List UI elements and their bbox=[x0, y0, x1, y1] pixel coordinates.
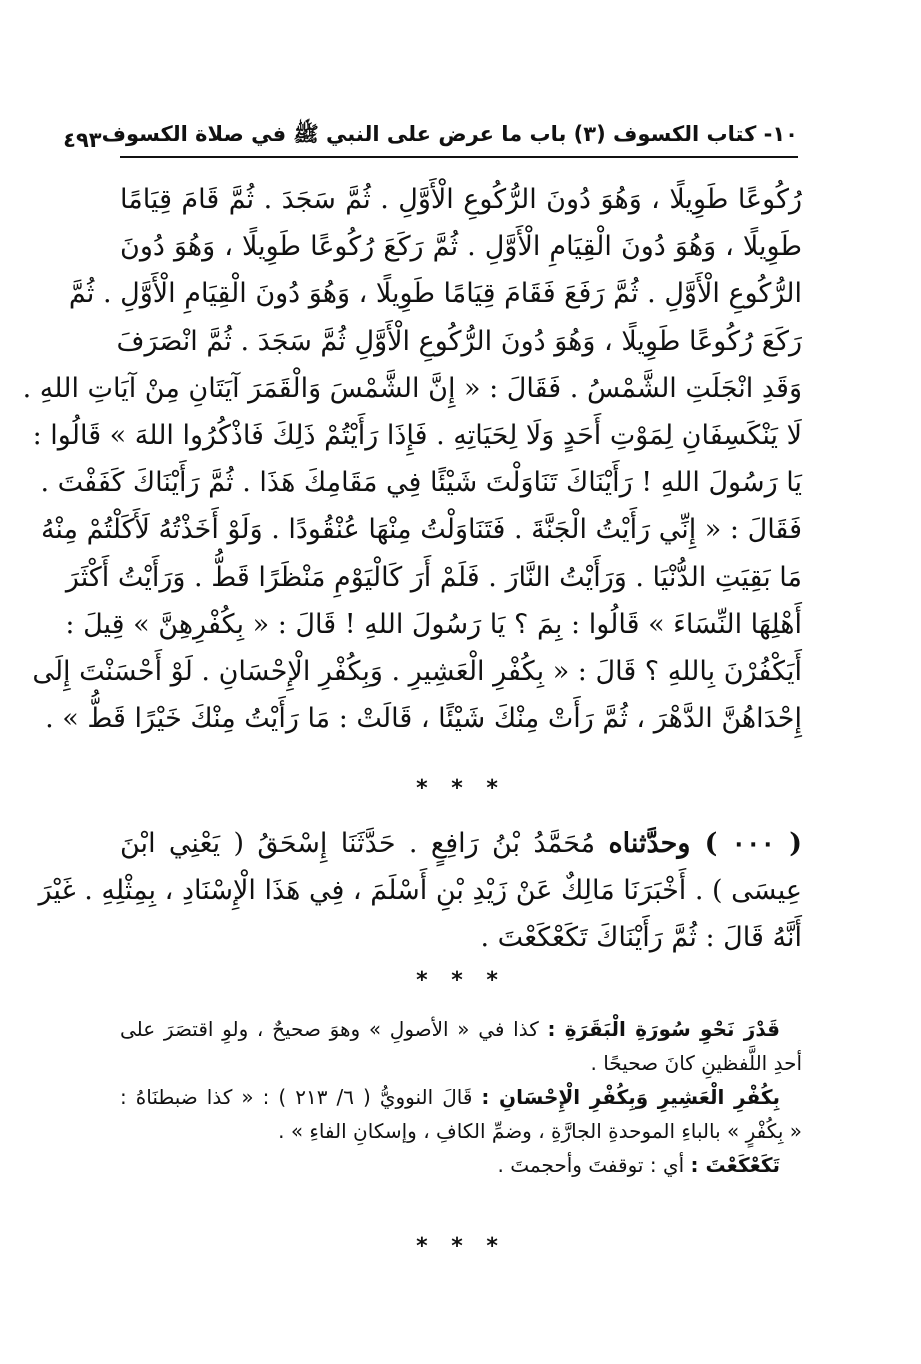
section-separator: * * * bbox=[416, 776, 506, 801]
text-line: يَا رَسُولَ اللهِ ! رَأَيْنَاكَ تَنَاوَلْتَ شَيْئًا فِي مَقَامِكَ هَذَا . ثُمَّ رَأَيْنَاكَ كَفَفْتَ . bbox=[40, 467, 802, 499]
hadith-block bbox=[38, 820, 802, 961]
page-header bbox=[63, 112, 798, 158]
section-separator: * * * bbox=[416, 968, 506, 993]
hadith-first-line bbox=[120, 820, 802, 867]
footnote-line bbox=[120, 1012, 802, 1046]
footnote-text: قَالَ النوويُّ ( ٦/ ٢١٣ ) : « كذا ضبطنَاهُ : bbox=[120, 1085, 482, 1109]
text-line: عِيسَى ) . أَخْبَرَنَا مَالِكٌ عَنْ زَيْدِ بْنِ أَسْلَمَ ، فِي هَذَا الْإِسْنَادِ ، بِمِثْلِهِ . غَيْرَ bbox=[38, 875, 802, 906]
text-line: أَنَّهُ قَالَ : ثُمَّ رَأَيْنَاكَ تَكَعْكَعْتَ . bbox=[480, 922, 802, 953]
footnote-text: أي : توقفتَ وأحجمتَ . bbox=[497, 1153, 691, 1177]
running-title: ١٠- كتاب الكسوف (٣) باب ما عرض على النبي ﷺ في صلاة الكسوف bbox=[101, 122, 798, 146]
footnote-term: تَكَعْكَعْتَ : bbox=[690, 1153, 780, 1177]
text-line: أَهْلِهَا النِّسَاءَ » قَالُوا : بِمَ ؟ يَا رَسُولَ اللهِ ! قَالَ : « بِكُفْرِهِنَّ » قِيلَ : bbox=[65, 608, 802, 640]
footnotes-block bbox=[120, 1012, 802, 1182]
footnote-term: بِكُفْرِ الْعَشِيرِ وَبِكُفْرِ الْإِحْسَانِ : bbox=[481, 1085, 780, 1109]
text-line: الرُّكُوعِ الْأَوَّلِ . ثُمَّ رَفَعَ فَقَامَ قِيَامًا طَوِيلًا ، وَهُوَ دُونَ الْقِيَامِ الْأَوَّلِ . ثُمَّ bbox=[68, 278, 802, 310]
footnote-line bbox=[120, 1148, 802, 1182]
text-line: أَيَكْفُرْنَ بِاللهِ ؟ قَالَ : « بِكُفْرِ الْعَشِيرِ . وَبِكُفْرِ الْإِحْسَانِ . لَوْ أَحْسَنْتَ إِلَى bbox=[32, 655, 802, 687]
hadith-line-text: مُحَمَّدُ بْنُ رَافِعٍ . حَدَّثَنَا إِسْحَقُ ( يَعْنِي ابْنَ bbox=[120, 828, 609, 859]
text-line: رَكَعَ رُكُوعًا طَوِيلًا ، وَهُوَ دُونَ الرُّكُوعِ الْأَوَّلِ ثُمَّ سَجَدَ . ثُمَّ انْصَرَفَ bbox=[116, 325, 802, 357]
hadith-number: ( ٠٠٠ ) وحدَّثناه bbox=[608, 828, 802, 859]
text-line: وَقَدِ انْجَلَتِ الشَّمْسُ . فَقَالَ : « إِنَّ الشَّمْسَ وَالْقَمَرَ آيَتَانِ مِنْ آيَاتِ اللهِ . bbox=[22, 372, 802, 404]
text-line: طَوِيلًا ، وَهُوَ دُونَ الْقِيَامِ الْأَوَّلِ . ثُمَّ رَكَعَ رُكُوعًا طَوِيلًا ، وَهُوَ دُونَ bbox=[120, 231, 802, 263]
footnote-line bbox=[120, 1080, 802, 1114]
text-line: مَا بَقِيَتِ الدُّنْيَا . وَرَأَيْتُ النَّارَ . فَلَمْ أَرَ كَالْيَوْمِ مَنْظَرًا قَطُّ . وَرَأَيْتُ أَكْثَرَ bbox=[65, 561, 802, 593]
text-line: لَا يَنْكَسِفَانِ لِمَوْتِ أَحَدٍ وَلَا لِحَيَاتِهِ . فَإِذَا رَأَيْتُمْ ذَلِكَ فَاذْكُرُوا اللهَ » قَالُوا : bbox=[32, 419, 802, 451]
text-line: رُكُوعًا طَوِيلًا ، وَهُوَ دُونَ الرُّكُوعِ الْأَوَّلِ . ثُمَّ سَجَدَ . ثُمَّ قَامَ قِيَامًا bbox=[120, 184, 802, 215]
main-text-block bbox=[22, 176, 802, 742]
footnote-line: « بِكُفْرٍ » بالباءِ الموحدةِ الجارَّةِ ، وضمِّ الكافِ ، وإسكانِ الفاءِ » . bbox=[278, 1119, 802, 1143]
footnote-line: أحدِ اللَّفظينِ كانَ صحيحًا . bbox=[590, 1051, 802, 1075]
footnote-text: كذا في « الأصولِ » وهوَ صحيحٌ ، ولوِ اقتصَرَ على bbox=[120, 1017, 548, 1041]
footnote-term: قَدْرَ نَحْوِ سُورَةِ الْبَقَرَةِ : bbox=[547, 1017, 780, 1041]
text-line: فَقَالَ : « إِنِّي رَأَيْتُ الْجَنَّةَ . فَتَنَاوَلْتُ مِنْهَا عُنْقُودًا . وَلَوْ أَخَذْتُهُ لَأَكَلْتُمْ مِنْهُ bbox=[40, 514, 802, 546]
section-separator: * * * bbox=[416, 1234, 506, 1259]
page-number: ٤٩٣ bbox=[63, 128, 102, 152]
text-line: إِحْدَاهُنَّ الدَّهْرَ ، ثُمَّ رَأَتْ مِنْكَ شَيْئًا ، قَالَتْ : مَا رَأَيْتُ مِنْكَ خَيْرًا قَطُّ » . bbox=[45, 703, 802, 735]
